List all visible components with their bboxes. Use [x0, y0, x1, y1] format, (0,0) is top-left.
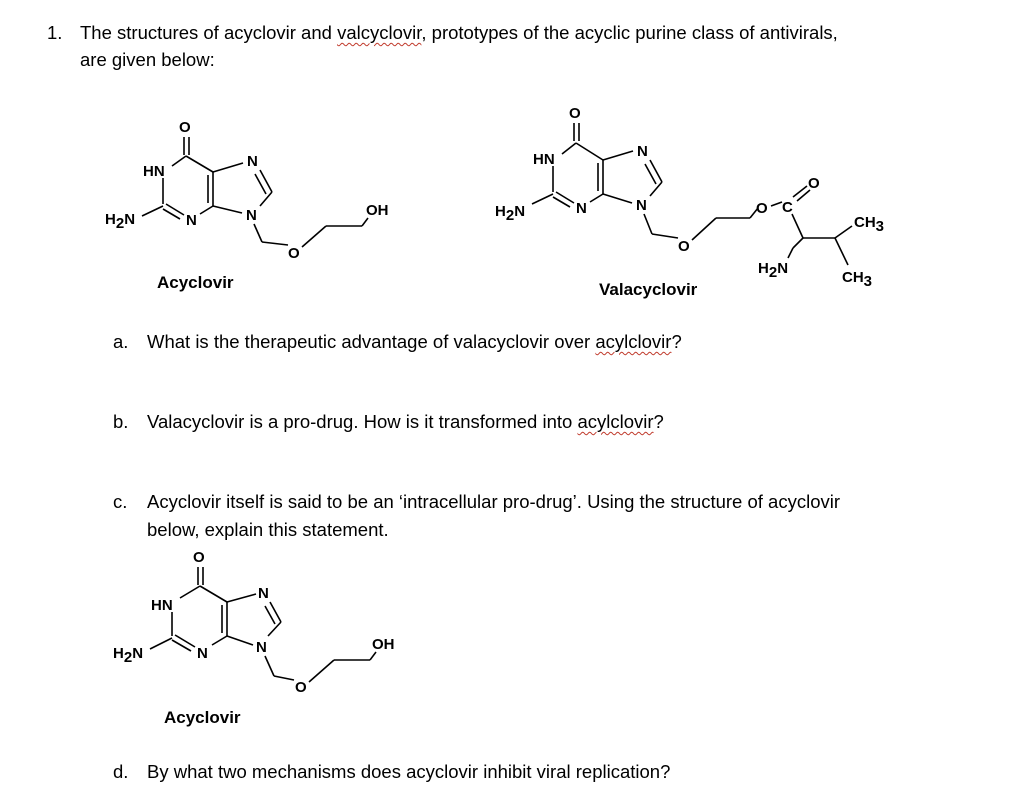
part-b-text-post: ? [653, 411, 664, 432]
part-c-line1: Acyclovir itself is said to be an ‘intracellular pro-drug’. Using the structure of acyclovir [147, 491, 841, 512]
atom-hn: HN [143, 163, 165, 180]
atom-oh: OH [366, 202, 389, 219]
atom-n9: N [256, 639, 267, 656]
intro-text-post: , prototypes of the acyclic purine class of antivirals, [421, 22, 838, 43]
part-a-text [147, 329, 682, 355]
valacyclovir-structure [490, 100, 910, 300]
question-intro-line2: are given below: [80, 49, 215, 70]
acyclovir-label: Acyclovir [157, 273, 234, 292]
misspelled-word: acylclovir [577, 411, 654, 432]
part-d-text: By what two mechanisms does acyclovir inhibit viral replication? [147, 761, 671, 782]
atom-h2n: H2N [113, 645, 144, 666]
acyclovir-label-2: Acyclovir [164, 708, 241, 727]
atom-o-ether: O [295, 679, 307, 696]
misspelled-word: acylclovir [595, 331, 672, 352]
atom-ch3-a: CH3 [854, 214, 885, 235]
atom-o-ether: O [678, 238, 690, 255]
atom-h2n: H2N [105, 211, 136, 232]
atom-n3: N [197, 645, 208, 662]
part-a-text-post: ? [671, 331, 682, 352]
part-a-text-pre: What is the therapeutic advantage of valacyclovir over [147, 331, 596, 352]
atom-o-ether: O [288, 245, 300, 262]
part-a-letter: a. [113, 331, 129, 352]
acyclovir-structure [100, 100, 430, 270]
question-number: 1. [47, 22, 63, 43]
atom-o-ester: O [756, 200, 768, 217]
part-b-letter: b. [113, 411, 129, 432]
atom-n9: N [246, 207, 257, 224]
misspelled-word: valcyclovir [337, 22, 422, 43]
question-intro-line1 [80, 20, 838, 46]
atom-hn: HN [151, 597, 173, 614]
atom-n7: N [637, 143, 648, 160]
atom-o: O [193, 549, 205, 566]
atom-hn: HN [533, 151, 555, 168]
part-c-line2: below, explain this statement. [147, 519, 389, 540]
part-b-text [147, 409, 664, 435]
atom-h2n: H2N [495, 203, 526, 224]
atom-n7: N [258, 585, 269, 602]
part-b-text-pre: Valacyclovir is a pro-drug. How is it transformed into [147, 411, 578, 432]
valacyclovir-label: Valacyclovir [599, 280, 698, 299]
part-c-letter: c. [113, 491, 128, 512]
atom-o: O [569, 105, 581, 122]
atom-ch3-b: CH3 [842, 269, 873, 290]
atom-oh: OH [372, 636, 395, 653]
atom-o: O [179, 119, 191, 136]
atom-n3: N [186, 212, 197, 229]
atom-c-carbonyl: C [782, 199, 793, 216]
acyclovir-structure-2 [108, 532, 438, 702]
atom-n7: N [247, 153, 258, 170]
atom-n3: N [576, 200, 587, 217]
part-d-letter: d. [113, 761, 129, 782]
atom-n9: N [636, 197, 647, 214]
intro-text-pre: The structures of acyclovir and [80, 22, 338, 43]
atom-h2n-valine: H2N [758, 260, 789, 281]
atom-o-carbonyl: O [808, 175, 820, 192]
